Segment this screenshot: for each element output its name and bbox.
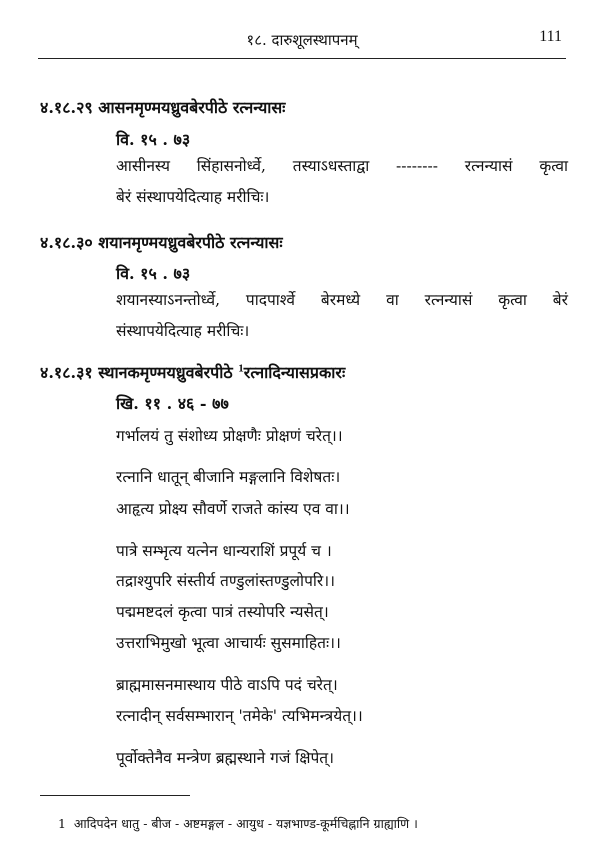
header-title: १८. दारुशूलस्थापनम् <box>246 31 358 49</box>
section-text-30 <box>116 285 568 347</box>
verse-line: आहृत्य प्रोक्ष्य सौवर्णे राजते कांस्य एव वा।। <box>116 500 350 518</box>
section-text-29 <box>116 151 568 213</box>
text-line: संस्थापयेदित्याह मरीचिः। <box>116 322 250 340</box>
source-reference-31: खि. ११ . ४६ - ७७ <box>116 394 229 413</box>
verse-line: ब्राह्ममासनमास्थाय पीठे वाऽपि पदं चरेत्। <box>116 676 338 694</box>
verse-line: पद्ममष्टदलं कृत्वा पात्रं तस्योपरि न्यसेत्। <box>116 603 329 621</box>
page-number: 111 <box>539 28 562 45</box>
text-line: शयानस्याऽनन्तोर्ध्वे, पादपार्श्वे बेरमध्ये वा रत्नन्यासं कृत्वा बेरं <box>116 291 568 309</box>
verse-line: पूर्वोक्तेनैव मन्त्रेण ब्रह्मस्थाने गजं क्षिपेत्। <box>116 749 334 767</box>
text-line: बेरं संस्थापयेदित्याह मरीचिः। <box>116 188 270 206</box>
running-header <box>38 26 566 59</box>
heading-text: ४.१८.३१ स्थानकमृण्मयध्रुवबेरपीठे <box>40 363 239 382</box>
verse-line: रत्नादीन् सर्वसम्भारान् 'तमेके' त्यभिमन्त्रयेत्।। <box>116 707 363 725</box>
footnote-marker: 1 <box>238 362 244 375</box>
footnote-text: आदिपदेन धातु - बीज - अष्टमङ्गल - आयुध - यज्ञभाण्ड-कूर्मचिह्नानि ग्राह्याणि । <box>73 816 418 831</box>
section-heading-29: ४.१८.२९ आसनमृण्मयध्रुवबेरपीठे रत्नन्यासः <box>40 98 286 117</box>
footnote <box>58 815 418 832</box>
source-reference-30: वि. १५ . ७३ <box>116 264 191 283</box>
heading-text: रत्नादिन्यासप्रकारः <box>243 363 346 382</box>
verse-line: रत्नानि धातून् बीजानि मङ्गलानि विशेषतः। <box>116 468 341 486</box>
source-reference-29: वि. १५ . ७३ <box>116 130 191 149</box>
footnote-number: 1 <box>58 816 66 831</box>
section-heading-30: ४.१८.३० शयानमृण्मयध्रुवबेरपीठे रत्नन्यासः <box>40 233 283 252</box>
text-line: आसीनस्य सिंहासनोर्ध्वे, तस्याऽधस्ताद्वा -------- रत्नन्यासं कृत्वा <box>116 157 568 175</box>
footnote-divider <box>40 795 190 796</box>
verse-line: तद्राश्युपरि संस्तीर्य तण्डुलांस्तण्डुलोपरि।। <box>116 572 335 590</box>
section-heading-31 <box>40 361 345 383</box>
verse-line: पात्रे सम्भृत्य यत्नेन धान्यराशिं प्रपूर्य च । <box>116 542 332 560</box>
verse-line: गर्भालयं तु संशोध्य प्रोक्षणैः प्रोक्षणं चरेत्।। <box>116 427 343 445</box>
verse-line: उत्तराभिमुखो भूत्वा आचार्यः सुसमाहितः।। <box>116 634 341 652</box>
